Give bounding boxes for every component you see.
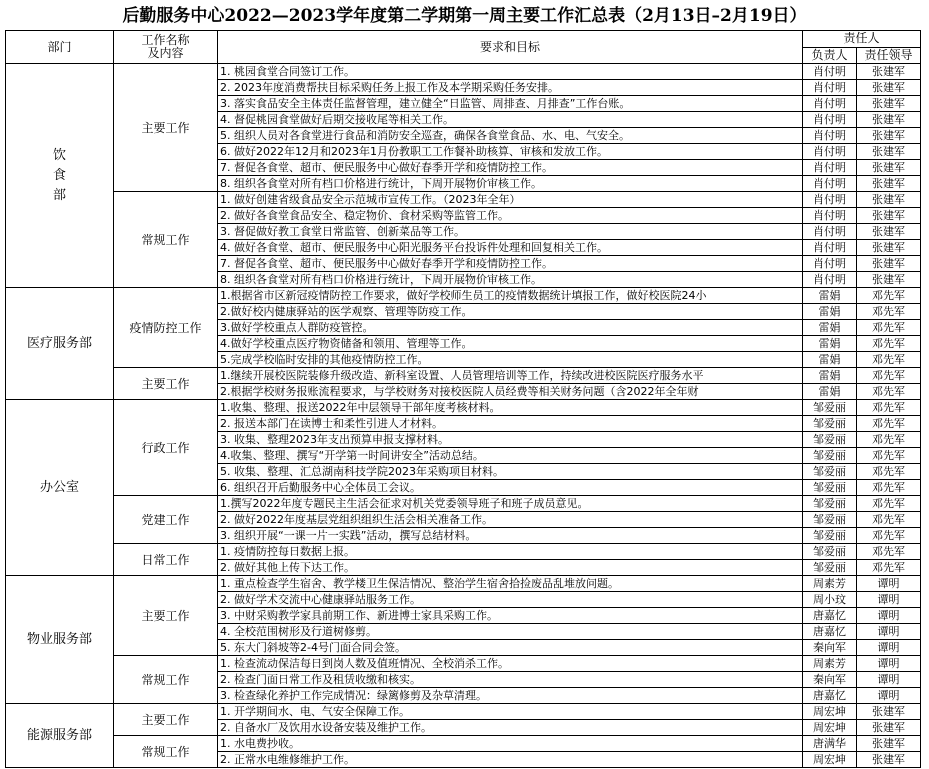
requirement-cell: 1. 桃园食堂合同签订工作。 — [218, 64, 803, 80]
responsible-leader-cell: 邓先军 — [857, 336, 921, 352]
person-in-charge-cell: 肖付明 — [803, 176, 857, 192]
responsible-leader-cell: 张建军 — [857, 192, 921, 208]
table-row — [6, 656, 921, 672]
person-in-charge-cell: 周素芳 — [803, 656, 857, 672]
responsible-leader-cell: 张建军 — [857, 272, 921, 288]
responsible-leader-cell: 张建军 — [857, 80, 921, 96]
category-name: 党建工作 — [114, 496, 218, 544]
requirement-cell: 1. 开学期间水、电、气安全保障工作。 — [218, 704, 803, 720]
responsible-leader-cell: 邓先军 — [857, 496, 921, 512]
responsible-leader-cell: 张建军 — [857, 128, 921, 144]
requirement-cell: 4. 督促桃园食堂做好后期交接收尾等相关工作。 — [218, 112, 803, 128]
person-in-charge-cell: 秦向军 — [803, 640, 857, 656]
person-in-charge-cell: 肖付明 — [803, 160, 857, 176]
requirement-cell: 2. 自备水厂及饮用水设备安装及维护工作。 — [218, 720, 803, 736]
person-in-charge-cell: 周小玟 — [803, 592, 857, 608]
person-in-charge-cell: 邹爱丽 — [803, 432, 857, 448]
person-in-charge-cell: 雷娟 — [803, 368, 857, 384]
person-in-charge-cell: 雷娟 — [803, 304, 857, 320]
responsible-leader-cell: 张建军 — [857, 752, 921, 768]
dept-cell — [6, 64, 114, 288]
requirement-cell: 8. 组织各食堂对所有档口价格进行统计，下周开展物价审核工作。 — [218, 176, 803, 192]
requirement-cell: 2. 做好各食堂食品安全、稳定物价、食材采购等监管工作。 — [218, 208, 803, 224]
header-task — [114, 31, 218, 64]
requirement-cell: 5. 组织人员对各食堂进行食品和消防安全巡查，确保各食堂食品、水、电、气安全。 — [218, 128, 803, 144]
person-in-charge-cell: 肖付明 — [803, 112, 857, 128]
person-in-charge-cell: 肖付明 — [803, 272, 857, 288]
header-task-line1: 工作名称 — [141, 33, 190, 47]
responsible-leader-cell: 谭明 — [857, 592, 921, 608]
person-in-charge-cell: 肖付明 — [803, 144, 857, 160]
table-row — [6, 192, 921, 208]
person-in-charge-cell: 雷娟 — [803, 352, 857, 368]
requirement-cell: 4.做好学校重点医疗物资储备和领用、管理等工作。 — [218, 336, 803, 352]
requirement-cell: 4. 做好各食堂、超市、便民服务中心阳光服务平台投诉件处理和回复相关工作。 — [218, 240, 803, 256]
dept-cell — [6, 400, 114, 576]
table-row — [6, 704, 921, 720]
responsible-leader-cell: 谭明 — [857, 672, 921, 688]
header-row-1 — [6, 31, 921, 48]
requirement-cell: 1. 重点检查学生宿舍、教学楼卫生保洁情况、整治学生宿舍拾捡废品乱堆放问题。 — [218, 576, 803, 592]
category-name: 疫情防控工作 — [114, 288, 218, 368]
category-name: 常规工作 — [114, 656, 218, 704]
table-row — [6, 736, 921, 752]
person-in-charge-cell: 肖付明 — [803, 96, 857, 112]
person-in-charge-cell: 唐嘉忆 — [803, 688, 857, 704]
dept-name: 能源服务部 — [26, 727, 92, 743]
requirement-cell: 2. 正常水电维修维护工作。 — [218, 752, 803, 768]
header-responsible: 责任人 — [803, 31, 921, 48]
table-row — [6, 576, 921, 592]
person-in-charge-cell: 邹爱丽 — [803, 496, 857, 512]
person-in-charge-cell: 邹爱丽 — [803, 544, 857, 560]
requirement-cell: 2. 报送本部门在读博士和柔性引进人才材料。 — [218, 416, 803, 432]
responsible-leader-cell: 邓先军 — [857, 544, 921, 560]
table-row — [6, 368, 921, 384]
person-in-charge-cell: 秦向军 — [803, 672, 857, 688]
requirement-cell: 1. 疫情防控每日数据上报。 — [218, 544, 803, 560]
responsible-leader-cell: 邓先军 — [857, 304, 921, 320]
responsible-leader-cell: 邓先军 — [857, 416, 921, 432]
table-body — [6, 31, 921, 768]
category-name: 主要工作 — [114, 64, 218, 192]
dept-name: 办公室 — [39, 479, 79, 495]
responsible-leader-cell: 邓先军 — [857, 480, 921, 496]
responsible-leader-cell: 邓先军 — [857, 448, 921, 464]
responsible-leader-cell: 邓先军 — [857, 400, 921, 416]
person-in-charge-cell: 肖付明 — [803, 208, 857, 224]
category-name: 主要工作 — [114, 368, 218, 400]
responsible-leader-cell: 邓先军 — [857, 512, 921, 528]
person-in-charge-cell: 雷娟 — [803, 384, 857, 400]
responsible-leader-cell: 谭明 — [857, 656, 921, 672]
person-in-charge-cell: 邹爱丽 — [803, 448, 857, 464]
requirement-cell: 2. 做好其他上传下达工作。 — [218, 560, 803, 576]
responsible-leader-cell: 张建军 — [857, 240, 921, 256]
dept-name: 饮 食 部 — [52, 147, 66, 203]
requirement-cell: 6. 组织召开后勤服务中心全体员工会议。 — [218, 480, 803, 496]
person-in-charge-cell: 周宏坤 — [803, 752, 857, 768]
person-in-charge-cell: 肖付明 — [803, 224, 857, 240]
requirement-cell: 6. 做好2022年12月和2023年1月份教职工工作餐补助核算、审核和发放工作。 — [218, 144, 803, 160]
person-in-charge-cell: 肖付明 — [803, 256, 857, 272]
responsible-leader-cell: 张建军 — [857, 96, 921, 112]
work-summary-table — [5, 30, 921, 768]
requirement-cell: 3.做好学校重点人群防疫管控。 — [218, 320, 803, 336]
header-person-in-charge: 负责人 — [803, 47, 857, 64]
requirement-cell: 4.收集、整理、撰写“开学第一时间讲安全”活动总结。 — [218, 448, 803, 464]
person-in-charge-cell: 邹爱丽 — [803, 400, 857, 416]
table-row — [6, 288, 921, 304]
header-responsible-leader: 责任领导 — [857, 47, 921, 64]
responsible-leader-cell: 张建军 — [857, 720, 921, 736]
responsible-leader-cell: 邓先军 — [857, 384, 921, 400]
sheet-title: 后勤服务中心2022—2023学年度第二学期第一周主要工作汇总表（2月13日–2月19日） — [122, 6, 807, 26]
dept-name: 物业服务部 — [26, 631, 92, 647]
category-name: 行政工作 — [114, 400, 218, 496]
responsible-leader-cell: 谭明 — [857, 688, 921, 704]
responsible-leader-cell: 张建军 — [857, 160, 921, 176]
requirement-cell: 2. 做好2022年度基层党组织组织生活会相关准备工作。 — [218, 512, 803, 528]
responsible-leader-cell: 张建军 — [857, 144, 921, 160]
person-in-charge-cell: 邹爱丽 — [803, 480, 857, 496]
person-in-charge-cell: 邹爱丽 — [803, 464, 857, 480]
person-in-charge-cell: 雷娟 — [803, 320, 857, 336]
person-in-charge-cell: 唐嘉忆 — [803, 624, 857, 640]
requirement-cell: 2. 2023年度消费帮扶目标采购任务上报工作及本学期采购任务安排。 — [218, 80, 803, 96]
responsible-leader-cell: 邓先军 — [857, 368, 921, 384]
dept-cell — [6, 576, 114, 704]
responsible-leader-cell: 邓先军 — [857, 352, 921, 368]
person-in-charge-cell: 雷娟 — [803, 336, 857, 352]
requirement-cell: 1.撰写2022年度专题民主生活会征求对机关党委领导班子和班子成员意见。 — [218, 496, 803, 512]
requirement-cell: 2. 做好学术交流中心健康驿站服务工作。 — [218, 592, 803, 608]
requirement-cell: 4. 全校范围树形及行道树修剪。 — [218, 624, 803, 640]
responsible-leader-cell: 张建军 — [857, 208, 921, 224]
responsible-leader-cell: 邓先军 — [857, 288, 921, 304]
person-in-charge-cell: 周素芳 — [803, 576, 857, 592]
person-in-charge-cell: 邹爱丽 — [803, 512, 857, 528]
person-in-charge-cell: 唐嘉忆 — [803, 608, 857, 624]
requirement-cell: 1. 水电费抄收。 — [218, 736, 803, 752]
responsible-leader-cell: 张建军 — [857, 704, 921, 720]
dept-cell — [6, 704, 114, 768]
responsible-leader-cell: 张建军 — [857, 256, 921, 272]
requirement-cell: 3. 检查绿化养护工作完成情况：绿篱修剪及杂草清理。 — [218, 688, 803, 704]
requirement-cell: 3. 组织开展“一课一片一实践”活动，撰写总结材料。 — [218, 528, 803, 544]
requirement-cell: 2. 检查门面日常工作及租赁收缴和核实。 — [218, 672, 803, 688]
requirement-cell: 2.根据学校财务报账流程要求，与学校财务对接校医院人员经费等相关财务问题（含2022年全年财 — [218, 384, 803, 400]
person-in-charge-cell: 邹爱丽 — [803, 560, 857, 576]
requirement-cell: 5. 收集、整理、汇总湖南科技学院2023年采购项目材料。 — [218, 464, 803, 480]
person-in-charge-cell: 邹爱丽 — [803, 528, 857, 544]
category-name: 常规工作 — [114, 192, 218, 288]
requirement-cell: 3. 落实食品安全主体责任监督管理，建立健全“日监管、周排查、月排查”工作台账。 — [218, 96, 803, 112]
responsible-leader-cell: 邓先军 — [857, 560, 921, 576]
person-in-charge-cell: 唐满华 — [803, 736, 857, 752]
requirement-cell: 7. 督促各食堂、超市、便民服务中心做好春季开学和疫情防控工作。 — [218, 160, 803, 176]
requirement-cell: 5.完成学校临时安排的其他疫情防控工作。 — [218, 352, 803, 368]
responsible-leader-cell: 邓先军 — [857, 320, 921, 336]
requirement-cell: 1. 检查流动保洁每日到岗人数及值班情况、全校消杀工作。 — [218, 656, 803, 672]
person-in-charge-cell: 肖付明 — [803, 192, 857, 208]
person-in-charge-cell: 邹爱丽 — [803, 416, 857, 432]
responsible-leader-cell: 张建军 — [857, 176, 921, 192]
category-name: 日常工作 — [114, 544, 218, 576]
requirement-cell: 2.做好校内健康驿站的医学观察、管理等防疫工作。 — [218, 304, 803, 320]
responsible-leader-cell: 谭明 — [857, 640, 921, 656]
table-row — [6, 400, 921, 416]
header-task-line2: 及内容 — [147, 46, 184, 60]
table-row — [6, 544, 921, 560]
responsible-leader-cell: 谭明 — [857, 624, 921, 640]
responsible-leader-cell: 张建军 — [857, 736, 921, 752]
person-in-charge-cell: 肖付明 — [803, 128, 857, 144]
responsible-leader-cell: 邓先军 — [857, 432, 921, 448]
category-name: 常规工作 — [114, 736, 218, 768]
requirement-cell: 1.收集、整理、报送2022年中层领导干部年度考核材料。 — [218, 400, 803, 416]
responsible-leader-cell: 邓先军 — [857, 464, 921, 480]
dept-name: 医疗服务部 — [26, 335, 92, 351]
person-in-charge-cell: 周宏坤 — [803, 720, 857, 736]
responsible-leader-cell: 谭明 — [857, 608, 921, 624]
responsible-leader-cell: 张建军 — [857, 224, 921, 240]
responsible-leader-cell: 张建军 — [857, 112, 921, 128]
requirement-cell: 1.继续开展校医院装修升级改造、新科室设置、人员管理培训等工作，持续改进校医院医疗服务水平 — [218, 368, 803, 384]
responsible-leader-cell: 邓先军 — [857, 528, 921, 544]
person-in-charge-cell: 周宏坤 — [803, 704, 857, 720]
category-name: 主要工作 — [114, 704, 218, 736]
category-name: 主要工作 — [114, 576, 218, 656]
header-dept: 部门 — [6, 31, 114, 64]
responsible-leader-cell: 谭明 — [857, 576, 921, 592]
person-in-charge-cell: 肖付明 — [803, 80, 857, 96]
header-requirements: 要求和目标 — [218, 31, 803, 64]
requirement-cell: 3. 中财采购教学家具前期工作、新进博士家具采购工作。 — [218, 608, 803, 624]
dept-cell — [6, 288, 114, 400]
responsible-leader-cell: 张建军 — [857, 64, 921, 80]
requirement-cell: 8. 组织各食堂对所有档口价格进行统计，下周开展物价审核工作。 — [218, 272, 803, 288]
requirement-cell: 3. 收集、整理2023年支出预算申报支撑材料。 — [218, 432, 803, 448]
person-in-charge-cell: 雷娟 — [803, 288, 857, 304]
requirement-cell: 1.根据省市区新冠疫情防控工作要求，做好学校师生员工的疫情数据统计填报工作，做好校医院24小 — [218, 288, 803, 304]
person-in-charge-cell: 肖付明 — [803, 240, 857, 256]
requirement-cell: 1. 做好创建省级食品安全示范城市宣传工作。（2023年全年） — [218, 192, 803, 208]
requirement-cell: 7. 督促各食堂、超市、便民服务中心做好春季开学和疫情防控工作。 — [218, 256, 803, 272]
requirement-cell: 3. 督促做好教工食堂日常监管、创新菜品等工作。 — [218, 224, 803, 240]
person-in-charge-cell: 肖付明 — [803, 64, 857, 80]
table-row — [6, 64, 921, 80]
requirement-cell: 5. 东大门斜坡等2-4号门面合同会签。 — [218, 640, 803, 656]
table-row — [6, 496, 921, 512]
